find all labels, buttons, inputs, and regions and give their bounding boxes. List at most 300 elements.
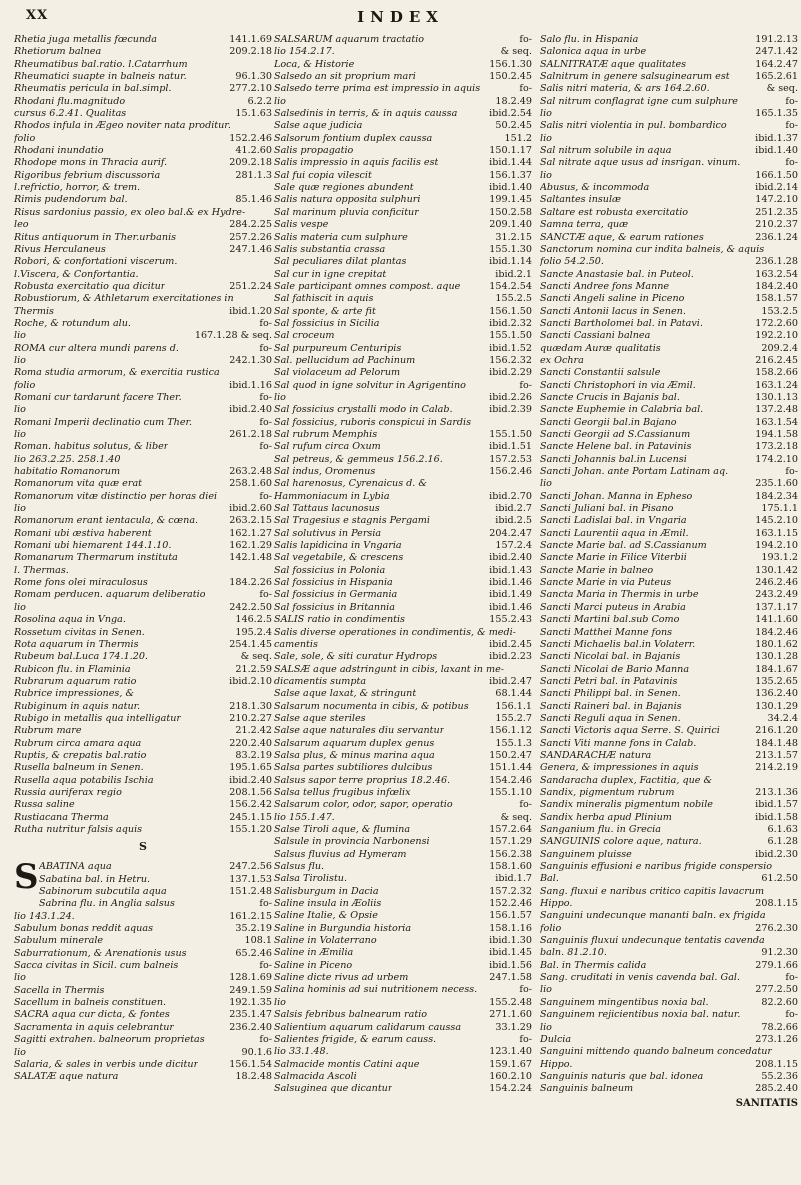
index-entry [540, 133, 798, 145]
index-entry [14, 417, 272, 429]
index-entry [540, 750, 798, 762]
index-term: Hippo. [540, 898, 573, 910]
index-term: ex Ochra [540, 354, 584, 366]
index-entry [540, 651, 798, 663]
index-term: Salonica aqua in urbe [540, 46, 647, 58]
index-reference: 273.1.26 [755, 1033, 798, 1045]
index-entry [274, 392, 532, 404]
index-reference: ibid.1.20 [229, 305, 272, 317]
index-entry [274, 861, 532, 873]
index-reference: 209.2.4 [761, 342, 798, 354]
index-term: Rheumatici suapte in balneis natur. [14, 71, 187, 83]
index-reference: 155.2.5 [495, 293, 532, 305]
index-entry [540, 46, 798, 58]
index-entry [540, 207, 798, 219]
index-entry [274, 750, 532, 762]
index-term: Ritus antiquorum in Ther.urbanis [14, 231, 177, 243]
index-entry [14, 1071, 272, 1083]
index-reference: ibid.1.46 [489, 601, 532, 613]
index-term: Salis natura opposita sulphuri [274, 194, 421, 206]
index-entry [274, 491, 532, 503]
index-entry [540, 861, 798, 873]
index-term: SALIS ratio in condimentis [274, 614, 405, 626]
index-entry [540, 330, 798, 342]
index-term: Salisburgum in Dacia [274, 885, 379, 897]
index-entry [14, 750, 272, 762]
index-entry [540, 1071, 798, 1083]
index-reference: fo- [785, 95, 798, 107]
index-term: Salsa Tirolistu. [274, 873, 348, 885]
index-term: Rhodani inundatio [14, 145, 104, 157]
index-term: Sancti Martini bal.sub Como [540, 614, 680, 626]
index-term: Sancte Marie in balneo [540, 564, 654, 576]
index-reference: 157.2.64 [489, 824, 532, 835]
index-entry [540, 528, 798, 540]
index-term: Samna terra, quæ [540, 219, 629, 231]
index-reference: 156.1.30 [489, 58, 532, 70]
index-entry [540, 997, 798, 1009]
index-term: Sal fossicius in Sicilia [274, 317, 380, 329]
index-reference: fo- [259, 416, 272, 428]
index-term: Sancte Marie in via Puteus [540, 577, 672, 589]
index-term: Sancti Raineri bal. in Bajanis [540, 700, 682, 712]
index-entry [274, 984, 532, 996]
index-reference: ibid.2.23 [489, 651, 532, 663]
index-term: Salientes frigide, & earum causs. [274, 1033, 437, 1045]
index-term: Sal fossicius in Hispania [274, 577, 393, 589]
index-term: Salsuginea que dicantur [274, 1083, 393, 1095]
index-term: Rhetia juga metallis fœcunda [14, 34, 157, 45]
index-entry [14, 503, 272, 515]
index-reference: ibid.2.70 [489, 490, 532, 502]
index-reference: ibid.2.40 [489, 552, 532, 564]
index-reference: 6.1.28 [767, 836, 798, 848]
index-term: lio [14, 404, 26, 416]
index-term: Russia auriferax regio [14, 786, 122, 798]
index-entry [14, 429, 272, 441]
index-term: Rubicon flu. in Flaminia [14, 663, 131, 675]
index-reference: 130.1.42 [755, 564, 798, 576]
index-term: Sancti Viti manne fons in Calab. [540, 737, 697, 749]
index-reference: ibid.2.1 [495, 268, 532, 280]
index-term: Sal marinum pluvia conficitur [274, 206, 419, 218]
index-term: Rubrum mare [14, 725, 82, 737]
index-entry [540, 849, 798, 861]
index-entry [540, 96, 798, 108]
index-reference: 146.2.5 [235, 614, 272, 626]
index-entry [274, 429, 532, 441]
index-entry [540, 417, 798, 429]
index-reference: 209.2.18 [229, 46, 272, 58]
index-term: Salsus flu. [274, 861, 325, 873]
index-reference: 162.1.27 [229, 527, 272, 539]
index-term: Sal sponte, & arte fit [274, 305, 376, 317]
index-reference: 157.2.32 [489, 885, 532, 897]
index-reference: 166.1.50 [755, 169, 798, 181]
index-entry [274, 688, 532, 700]
index-reference: ibid.1.56 [489, 959, 532, 971]
index-term: SALSARUM aquarum tractatio [274, 34, 425, 45]
index-entry [540, 898, 798, 910]
index-reference: 123.1.40 [489, 1046, 532, 1058]
index-reference: 194.1.58 [755, 429, 798, 440]
index-term: lio [274, 391, 286, 403]
index-reference: fo- [519, 1033, 532, 1045]
index-reference: 155.2.48 [489, 996, 532, 1008]
index-entry [540, 923, 798, 935]
index-term: Sal fossicius in Polonia [274, 564, 386, 576]
index-entry [14, 281, 272, 293]
index-entry [14, 738, 272, 750]
index-reference: 161.2.15 [229, 910, 272, 922]
index-reference: 155.2.43 [489, 614, 532, 626]
index-term: lio [14, 503, 26, 515]
index-entry [540, 281, 798, 293]
index-term: Salis substantia crassa [274, 243, 386, 255]
index-reference: 192.2.10 [755, 330, 798, 342]
index-term: Sancti Michaelis bal.in Volaterr. [540, 638, 696, 650]
index-reference: 31.2.15 [495, 231, 532, 243]
index-entry [14, 651, 272, 663]
index-reference: ibid.2.47 [489, 675, 532, 687]
index-entry [540, 935, 798, 947]
index-entry [274, 503, 532, 515]
index-term: lio [14, 429, 26, 440]
index-entry [14, 380, 272, 392]
index-term: Salsa partes subtiliores dulcibus [274, 762, 433, 774]
index-entry [274, 1009, 532, 1021]
index-reference: 210.2.37 [755, 219, 798, 231]
index-reference: 130.1.28 [755, 651, 798, 663]
index-term: Romanorum vitæ distinctio per horas diei [14, 490, 218, 502]
index-reference: 141.1.60 [755, 614, 798, 626]
index-reference: ibid.1.51 [489, 441, 532, 453]
index-term: Rubiginum in aquis natur. [14, 700, 141, 712]
index-term: Sal nitrate aque usus ad insrigan. vinum. [540, 157, 741, 169]
index-entry [274, 71, 532, 83]
index-entry [540, 1046, 798, 1058]
index-entry [274, 34, 532, 46]
index-term: lio [540, 169, 552, 181]
index-entry [274, 923, 532, 935]
index-term: cursus 6.2.41. Qualitas [14, 108, 127, 120]
index-entry [14, 59, 272, 71]
index-entry [540, 972, 798, 984]
index-term: Sancti Johannis bal.in Lucensi [540, 453, 687, 465]
index-term: lio [540, 984, 552, 996]
index-entry [540, 83, 798, 95]
index-reference: 263.2.48 [229, 466, 272, 478]
index-entry [274, 46, 532, 58]
index-term: Sancti Andree fons Manne [540, 280, 670, 292]
index-term: Romanorum erant ientacula, & cœna. [14, 515, 199, 527]
index-term: Sandix herba apud Plinium [540, 811, 672, 823]
index-entry [14, 688, 272, 700]
index-term: lio 263.2.25. 258.1.40 [14, 453, 121, 465]
index-reference: 249.1.59 [229, 984, 272, 996]
index-term: Sancta Maria in Thermis in urbe [540, 589, 699, 601]
index-term: Sabulum bonas reddit aquas [14, 923, 153, 935]
index-reference: 163.1.24 [755, 379, 798, 391]
index-entry [540, 59, 798, 71]
index-reference: 155.1.50 [489, 330, 532, 342]
index-reference: 156.1.54 [229, 1058, 272, 1070]
index-entry [540, 293, 798, 305]
index-entry [274, 799, 532, 811]
index-reference: 216.2.45 [755, 354, 798, 366]
index-term: Rheumatibus bal.ratio. l.Catarrhum [14, 58, 188, 70]
index-term: Loca, & Historie [274, 58, 355, 70]
index-entry [540, 775, 798, 787]
index-entry [14, 1022, 272, 1034]
index-reference: fo- [259, 589, 272, 601]
index-term: Sanguinem rejicientibus noxia bal. natur. [540, 1009, 741, 1021]
index-term: baln. 81.2.10. [540, 947, 607, 959]
index-entry [14, 256, 272, 268]
index-term: Sal indus, Oromenus [274, 466, 376, 478]
index-reference: 173.2.18 [755, 441, 798, 453]
index-term: Saline dicte rivus ad urbem [274, 972, 409, 984]
index-entry [274, 380, 532, 392]
index-reference: ibid.1.43 [489, 564, 532, 576]
index-reference: 247.1.58 [489, 972, 532, 984]
index-entry [14, 1059, 272, 1071]
index-reference: 135.2.65 [755, 675, 798, 687]
index-term: lio [274, 95, 286, 107]
index-term: SALNITRATÆ aque qualitates [540, 58, 687, 70]
index-reference: ibid.1.37 [755, 132, 798, 144]
index-term: Salis nitri violentia in pul. bombardico [540, 120, 727, 132]
index-reference: fo- [519, 83, 532, 95]
index-entry [14, 170, 272, 182]
index-term: dicamentis sumpta [274, 675, 367, 687]
index-entry [274, 627, 532, 639]
index-reference: 150.1.17 [489, 145, 532, 157]
index-entry [14, 713, 272, 725]
index-term: l.Viscera, & Confortantia. [14, 268, 139, 280]
index-entry [14, 96, 272, 108]
index-term: Sancte Anastasie bal. in Puteol. [540, 268, 694, 280]
index-term: Salis nitri materia, & ars 164.2.60. [540, 83, 710, 95]
index-entry [274, 540, 532, 552]
index-entry [274, 565, 532, 577]
index-term: Salsarum aquarum duplex genus [274, 737, 435, 749]
index-term: Sancte Euphemie in Calabria bal. [540, 404, 704, 416]
index-term: Sancti Philippi bal. in Senen. [540, 688, 681, 700]
index-term: Salmacide montis Catini aque [274, 1058, 420, 1070]
index-entry [14, 911, 272, 923]
index-reference: 156.1.50 [489, 305, 532, 317]
index-entry [14, 355, 272, 367]
index-term: lio 154.2.17. [274, 46, 335, 58]
index-term: Sagitti extrahen. balneorum proprietas [14, 1034, 205, 1046]
index-entry [540, 676, 798, 688]
index-reference: 18.2.49 [495, 95, 532, 107]
index-reference: ibid.1.45 [489, 947, 532, 959]
index-entry [274, 318, 532, 330]
index-reference: fo- [519, 799, 532, 811]
index-reference: 151.2 [504, 132, 532, 144]
index-entry [540, 515, 798, 527]
index-term: Salsedinis in terris, & in aquis caussa [274, 108, 458, 120]
index-reference: fo- [519, 379, 532, 391]
index-term: Sancti Petri bal. in Patavinis [540, 675, 678, 687]
index-entry [274, 873, 532, 885]
index-term: Sacca civitas in Sicil. cum balneis [14, 960, 179, 972]
index-reference: ibid.2.45 [489, 638, 532, 650]
index-entry [540, 577, 798, 589]
index-reference: ibid.2.5 [495, 515, 532, 527]
index-entry [14, 787, 272, 799]
index-term: Sanguini undecunque mananti baln. ex frigida [540, 910, 766, 922]
index-term: Sal Tragesius e stagnis Pergami [274, 515, 430, 527]
index-term: Saltare est robusta exercitatio [540, 206, 689, 218]
index-term: Salis propagatio [274, 145, 354, 157]
index-reference: 271.1.60 [489, 1009, 532, 1021]
index-entry [14, 923, 272, 935]
index-reference: 163.1.54 [755, 416, 798, 428]
index-reference: 276.2.30 [755, 922, 798, 934]
index-reference: 194.2.10 [755, 540, 798, 552]
page-title: INDEX [357, 8, 444, 26]
index-reference: 155.1.10 [489, 786, 532, 798]
index-reference: 209.1.40 [489, 219, 532, 231]
index-reference: 258.1.60 [229, 478, 272, 490]
index-term: Saline insula in Æoliis [274, 898, 382, 910]
index-reference: 156.2.46 [489, 466, 532, 478]
index-reference: 156.1.1 [495, 700, 532, 712]
index-entry [540, 873, 798, 885]
index-reference: 157.1.29 [489, 836, 532, 848]
index-entry [14, 133, 272, 145]
index-reference: 191.2.13 [755, 34, 798, 45]
index-entry [274, 960, 532, 972]
index-reference: 21.2.42 [235, 725, 272, 737]
index-reference: 147.2.10 [755, 194, 798, 206]
index-term: Romanarum Thermarum instituta [14, 552, 178, 564]
index-term: Sancti Georgii bal.in Bajano [540, 416, 677, 428]
index-term: Sal nitrum conflagrat igne cum sulphure [540, 95, 738, 107]
index-reference: 285.2.40 [755, 1083, 798, 1095]
index-entry [274, 589, 532, 601]
index-reference: 180.1.62 [755, 638, 798, 650]
index-reference: 213.1.36 [755, 786, 798, 798]
index-term: Salis diverse operationes in condimentis, & medi- [274, 626, 516, 638]
index-term: Sancte Marie in Filice Viterbii [540, 552, 687, 564]
index-term: habitatio Romanorum [14, 466, 121, 478]
index-entry [540, 343, 798, 355]
index-entry [274, 898, 532, 910]
index-entry [14, 404, 272, 416]
index-term: Saline in Burgundia historia [274, 922, 412, 934]
index-reference: 156.1.37 [489, 169, 532, 181]
index-reference: 154.2.54 [489, 280, 532, 292]
index-reference: ibid.2.30 [755, 848, 798, 860]
index-term: Sabinorum subcutila aqua [39, 886, 167, 898]
index-entry [274, 725, 532, 737]
index-term: Sanguinis balneum [540, 1083, 634, 1095]
index-reference: 6.2.2 [247, 95, 272, 107]
index-entry [274, 367, 532, 379]
index-term: lio [540, 478, 552, 490]
index-entry [274, 417, 532, 429]
index-reference: 245.1.15 [229, 811, 272, 823]
index-term: Sal fossicius in Britannia [274, 601, 395, 613]
index-reference: 257.2.26 [229, 231, 272, 243]
index-term: Risus sardonius passio, ex oleo bal.& ex Hydre- [14, 206, 246, 218]
index-entry [274, 713, 532, 725]
index-term: Saltantes insulæ [540, 194, 622, 206]
index-term: Sal fui copia vilescit [274, 169, 372, 181]
index-term: Rome fons olei miraculosus [14, 577, 148, 589]
index-entry [14, 145, 272, 157]
index-reference: 167.1.28 & seq. [194, 330, 272, 342]
index-entry [274, 454, 532, 466]
index-term: Salsus sapor terre proprius 18.2.46. [274, 774, 451, 786]
index-reference: 156.2.32 [489, 354, 532, 366]
index-entry [14, 454, 272, 466]
index-entry [14, 1009, 272, 1021]
index-term: lio [540, 108, 552, 120]
index-reference: 284.2.25 [229, 219, 272, 231]
s-section-entries [14, 911, 272, 1084]
index-entry [274, 515, 532, 527]
index-entry [540, 688, 798, 700]
index-reference: 193.1.2 [761, 552, 798, 564]
index-entry [14, 34, 272, 46]
index-reference: 174.2.10 [755, 453, 798, 465]
index-entry [14, 528, 272, 540]
index-term: Rusella aqua potabilis Ischia [14, 774, 154, 786]
index-term: SACRA aqua cur dicta, & fontes [14, 1009, 170, 1021]
index-entry [14, 1034, 272, 1046]
index-reference: ibid.2.54 [489, 108, 532, 120]
dropcap-s: S [14, 857, 39, 898]
index-reference: 136.2.40 [755, 688, 798, 700]
index-reference: fo- [259, 1034, 272, 1046]
index-term: Sancti Ladislai bal. in Vngaria [540, 515, 687, 527]
index-reference: ibid.2.29 [489, 367, 532, 379]
index-reference: 156.1.12 [489, 725, 532, 737]
index-reference: & seq. [766, 83, 798, 95]
index-term: Saline in Piceno [274, 959, 353, 971]
index-entry [14, 540, 272, 552]
index-reference: 220.2.40 [229, 737, 272, 749]
index-entry [14, 232, 272, 244]
index-reference: 165.2.61 [755, 71, 798, 83]
index-reference: 130.1.13 [755, 391, 798, 403]
index-term: Sancti Johan. Manna in Epheso [540, 490, 693, 502]
index-reference: 251.2.24 [229, 280, 272, 292]
index-entry [540, 108, 798, 120]
index-reference: & seq. [240, 651, 272, 663]
index-term: SALSÆ aque adstringunt in cibis, laxant in me- [274, 663, 505, 675]
index-term: Sal vegetabile, & crescens [274, 552, 404, 564]
index-term: SANDARACHÆ natura [540, 749, 652, 761]
index-entry [540, 824, 798, 836]
index-term: Rubeum bal.Luca 174.1.20. [14, 651, 148, 663]
index-column-3 [540, 34, 798, 1109]
index-entry [540, 219, 798, 231]
index-term: lio [14, 330, 26, 342]
index-entry [274, 787, 532, 799]
index-entry [274, 466, 532, 478]
index-term: Rubrarum aquarum ratio [14, 675, 137, 687]
index-reference: fo- [259, 898, 272, 910]
index-entry [14, 207, 272, 219]
index-term: Sancte Marie bal. ad S.Cassianum [540, 540, 707, 552]
index-entry [274, 762, 532, 774]
